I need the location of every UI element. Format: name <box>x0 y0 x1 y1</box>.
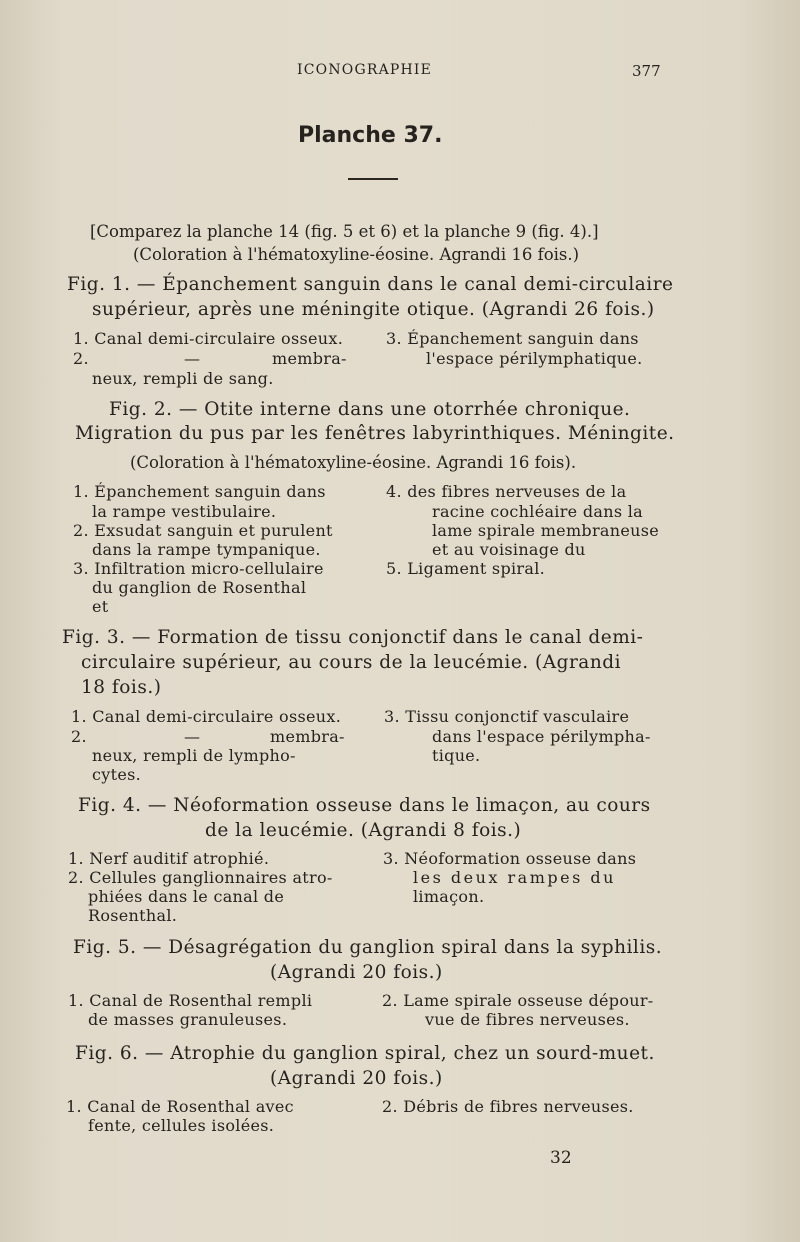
stain-note: (Coloration à l'hématoxyline-éosine. Agrandi 16 fois.) <box>133 245 580 264</box>
fig2-stain-note: (Coloration à l'hématoxyline-éosine. Agrandi 16 fois). <box>130 453 577 472</box>
fig1-item-1: 1. Canal demi-circulaire osseux. <box>73 329 344 348</box>
fig3-item-3: 3. Tissu conjonctif vasculaire <box>384 707 630 726</box>
fig6-item-1-cont: fente, cellules isolées. <box>88 1116 275 1135</box>
running-title: ICONOGRAPHIE <box>297 62 433 78</box>
fig2-item-3: 3. Infiltration micro-cellulaire <box>73 559 324 578</box>
fig2-item-5: 5. Ligament spiral. <box>386 559 545 578</box>
fig1-item-3-cont: l'espace périlymphatique. <box>426 349 643 368</box>
fig1-item-2-text: membra- <box>272 349 347 368</box>
fig2-item-3-cont2: et <box>92 597 109 616</box>
fig5-heading: Fig. 5. — Désagrégation du ganglion spiral dans la syphilis. <box>73 937 663 958</box>
plate-title: Planche 37. <box>298 123 443 148</box>
fig4-item-2-cont: phiées dans le canal de <box>88 887 285 906</box>
fig6-item-1: 1. Canal de Rosenthal avec <box>66 1097 294 1116</box>
fig4-item-3: 3. Néoformation osseuse dans <box>383 849 637 868</box>
fig5-item-2-cont: vue de fibres nerveuses. <box>425 1010 630 1029</box>
fig3-heading-cont2: 18 fois.) <box>81 677 162 698</box>
fig2-item-4: 4. des fibres nerveuses de la <box>386 482 627 501</box>
fig2-item-4-cont: racine cochléaire dans la <box>432 502 643 521</box>
fig2-item-1-cont: la rampe vestibulaire. <box>92 502 277 521</box>
fig1-heading-cont: supérieur, après une méningite otique. (Agrandi 26 fois.) <box>92 299 655 320</box>
fig2-heading: Fig. 2. — Otite interne dans une otorrhée chronique. <box>109 399 631 420</box>
fig5-item-1: 1. Canal de Rosenthal rempli <box>68 991 313 1010</box>
title-rule <box>348 178 398 180</box>
fig2-item-4-cont2: lame spirale membraneuse <box>432 521 660 540</box>
fig1-item-3: 3. Épanchement sanguin dans <box>386 329 639 348</box>
page-number: 377 <box>632 62 661 80</box>
fig4-item-2-cont2: Rosenthal. <box>88 906 178 925</box>
fig3-item-2-cont2: cytes. <box>92 765 141 784</box>
fig2-item-1: 1. Épanchement sanguin dans <box>73 482 326 501</box>
fig3-item-3-cont2: tique. <box>432 746 481 765</box>
fig3-item-2-num: 2. <box>71 727 87 746</box>
fig3-item-3-cont: dans l'espace périlympha- <box>432 727 651 746</box>
fig3-item-2-text: membra- <box>270 727 345 746</box>
fig2-item-3-cont: du ganglion de Rosenthal <box>92 578 307 597</box>
fig2-heading-cont: Migration du pus par les fenêtres labyrinthiques. Méningite. <box>75 423 675 444</box>
fig3-item-2-cont: neux, rempli de lympho- <box>92 746 296 765</box>
fig1-item-2-dash: — <box>184 349 201 368</box>
fig5-item-1-cont: de masses granuleuses. <box>88 1010 288 1029</box>
fig6-item-2: 2. Débris de fibres nerveuses. <box>382 1097 634 1116</box>
fig1-heading: Fig. 1. — Épanchement sanguin dans le canal demi-circulaire <box>67 274 674 295</box>
fig6-heading-cont: (Agrandi 20 fois.) <box>270 1068 443 1089</box>
fig3-heading-cont: circulaire supérieur, au cours de la leucémie. (Agrandi <box>81 652 622 673</box>
fig4-item-3-cont: les deux rampes du <box>413 868 616 887</box>
fig2-item-2-cont: dans la rampe tympanique. <box>92 540 321 559</box>
fig4-item-3-cont2: limaçon. <box>413 887 485 906</box>
fig2-item-2: 2. Exsudat sanguin et purulent <box>73 521 333 540</box>
fig6-heading: Fig. 6. — Atrophie du ganglion spiral, chez un sourd-muet. <box>75 1043 655 1064</box>
fig3-heading: Fig. 3. — Formation de tissu conjonctif dans le canal demi- <box>62 627 644 648</box>
fig1-item-2-cont: neux, rempli de sang. <box>92 369 274 388</box>
fig4-item-2: 2. Cellules ganglionnaires atro- <box>68 868 333 887</box>
fig5-item-2: 2. Lame spirale osseuse dépour- <box>382 991 654 1010</box>
signature-number: 32 <box>550 1148 572 1168</box>
compare-note: [Comparez la planche 14 (fig. 5 et 6) et la planche 9 (fig. 4).] <box>90 222 599 241</box>
fig3-item-2-dash: — <box>184 727 201 746</box>
fig2-item-4-cont3: et au voisinage du <box>432 540 586 559</box>
fig4-heading-cont: de la leucémie. (Agrandi 8 fois.) <box>205 820 522 841</box>
fig4-item-1: 1. Nerf auditif atrophié. <box>68 849 270 868</box>
fig3-item-1: 1. Canal demi-circulaire osseux. <box>71 707 342 726</box>
fig1-item-2-num: 2. <box>73 349 89 368</box>
fig4-heading: Fig. 4. — Néoformation osseuse dans le limaçon, au cours <box>78 795 651 816</box>
fig5-heading-cont: (Agrandi 20 fois.) <box>270 962 443 983</box>
